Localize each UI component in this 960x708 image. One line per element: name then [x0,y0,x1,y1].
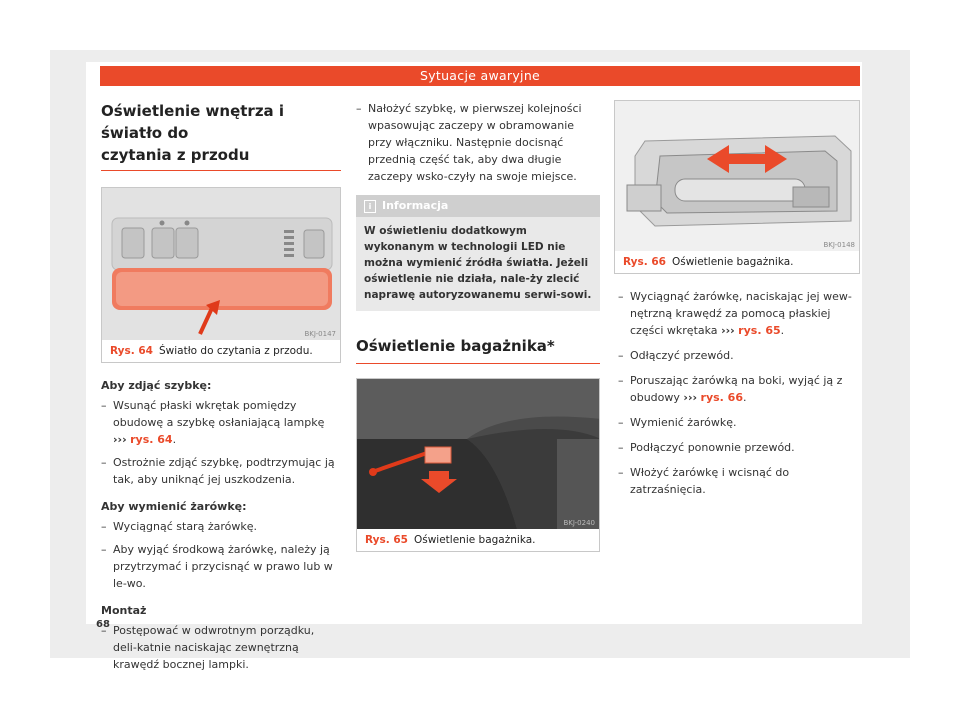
step-item [618,347,860,364]
figure-caption [357,529,599,551]
figure-ref-link[interactable]: rys. 66 [700,391,743,404]
image-code: BKJ-0147 [304,330,336,338]
step-text: Wyciągnąć żarówkę, naciskając jej wew-nętrzną krawędź za pomocą płaskiej części wkrętaka [630,290,852,337]
step-text: Wsunąć płaski wkrętak pomiędzy obudowę a szybkę osłaniającą lampkę [113,399,325,429]
info-box [356,195,600,311]
step-item [101,541,341,592]
image-code: BKJ-0148 [823,241,855,249]
trunk-lamp-image [615,101,859,251]
step-item [356,100,600,185]
step-item [618,288,860,339]
figure-ref-link[interactable]: rys. 64 [130,433,173,446]
figure-caption [102,340,340,362]
info-header [356,195,600,217]
figure-caption [615,251,859,273]
reading-light-image [102,188,340,340]
figure-65 [356,378,600,552]
trunk-lamp-illustration [615,101,859,251]
step-text: Poruszając żarówką na boki, wyjąć ją z obudowy [630,374,843,404]
trunk-heading [356,335,600,364]
trunk-heading-title: Oświetlenie bagażnika* [356,337,555,355]
middle-column [356,100,600,552]
step-end: . [172,433,177,446]
figure-66 [614,100,860,274]
step-text: Postępować w odwrotnym porządku, deli-katnie naciskając zewnętrzną krawędź bocznej lampki. [113,624,315,671]
step-item [618,439,860,456]
info-title: Informacja [382,199,449,212]
step-item [618,464,860,498]
reading-light-illustration [102,188,340,340]
step-text: Nałożyć szybkę, w pierwszej kolejności wpasowując zaczepy w obramowanie przy włączniku. Następnie docisnąć przednią część tak, aby dwa długie zaczepy wsko-czyły na swoje miejsce. [368,102,582,183]
figure-64 [101,187,341,363]
arrows-icon: ››› [113,433,127,446]
info-icon: i [364,200,376,213]
step-text: Ostrożnie zdjąć szybkę, podtrzymując ją tak, aby uniknąć jej uszkodzenia. [113,456,335,486]
step-text: Podłączyć ponownie przewód. [630,441,795,454]
heading-line-1: Oświetlenie wnętrza i światło do [101,102,285,142]
step-end: . [742,391,747,404]
step-item [618,414,860,431]
left-heading [101,100,341,171]
trunk-instructions [614,288,860,498]
page-number: 68 [96,619,110,630]
arrows-icon: ››› [683,391,698,404]
arrows-icon: ››› [721,324,735,337]
figure-caption-text: Oświetlenie bagażnika. [671,256,794,268]
step-text: Odłączyć przewód. [630,349,734,362]
step-text: Wymienić żarówkę. [630,416,737,429]
step-text: Aby wyjąć środkową żarówkę, należy ją przytrzymać i przycisnąć w prawo lub w le-wo. [113,543,333,590]
mount-title: Montaż [101,604,147,617]
info-text: W oświetleniu dodatkowym wykonanym w technologii LED nie można wymienić źródła światła. Jeżeli oświetlenie nie działa, nale-ży zlecić naprawę autoryzowanemu serwi-sowi. [364,225,592,301]
step-item [101,622,341,673]
step-text: Włożyć żarówkę i wcisnąć do zatrzaśnięcia. [630,466,790,496]
right-column [614,100,860,498]
step-end: . [780,324,785,337]
figure-label: Rys. 65 [365,534,408,546]
figure-label: Rys. 66 [623,256,666,268]
trunk-light-image [357,379,599,529]
section-header: Sytuacje awaryjne [100,66,860,86]
image-code: BKJ-0240 [563,519,595,527]
step-item [618,372,860,406]
left-column [101,100,341,673]
figure-ref-link[interactable]: rys. 65 [738,324,781,337]
step-text: Wyciągnąć starą żarówkę. [113,520,257,533]
step-item [101,397,341,448]
instructions [101,377,341,673]
figure-caption-text: Światło do czytania z przodu. [158,345,313,357]
replace-bulb-title: Aby wymienić żarówkę: [101,500,247,513]
trunk-illustration [357,379,599,529]
step-item [101,518,341,535]
remove-glass-title: Aby zdjąć szybkę: [101,379,212,392]
figure-caption-text: Oświetlenie bagażnika. [413,534,536,546]
heading-line-2: czytania z przodu [101,146,250,164]
figure-label: Rys. 64 [110,345,153,357]
step-item [101,454,341,488]
